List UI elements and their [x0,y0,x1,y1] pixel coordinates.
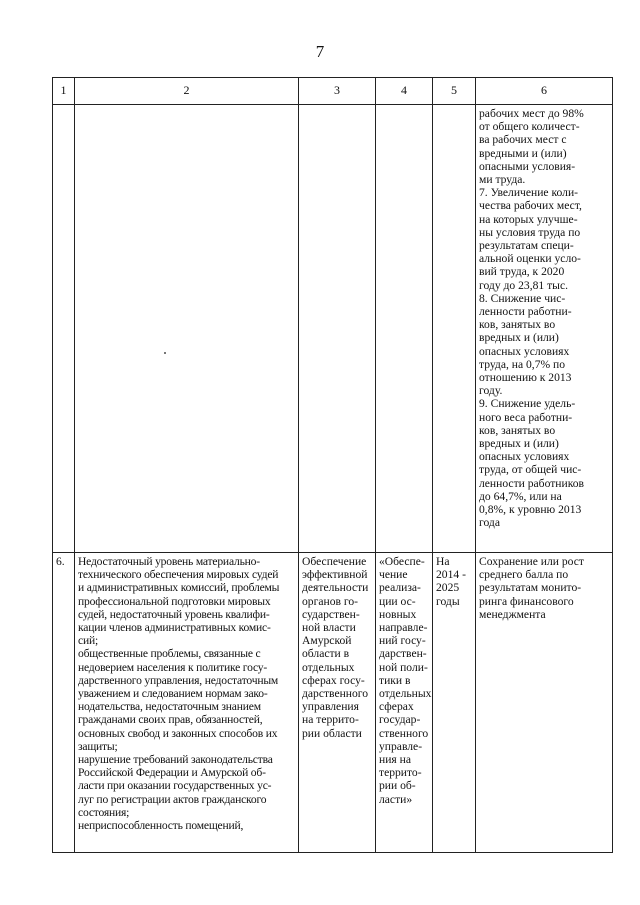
table-row [53,105,613,553]
header-cell-2: 2 [75,78,299,105]
subprogram-cell [376,105,433,553]
period-cell [433,105,476,553]
row-number-cell [53,105,75,553]
page-number: 7 [315,42,325,61]
header-cell-3: 3 [299,78,376,105]
header-cell-6: 6 [476,78,613,105]
header-cell-1: 1 [53,78,75,105]
goal-cell: Обеспечение эффективной деятельности органов го- сударствен- ной власти Амурской области в отдельных сферах госу- дарственного управления на террито- рии области [299,553,376,853]
period-cell: На 2014 - 2025 годы [433,553,476,853]
scan-speck [164,352,166,354]
problem-cell [75,105,299,553]
table-row [53,553,613,853]
header-cell-4: 4 [376,78,433,105]
problem-cell: Недостаточный уровень материально- технического обеспечения мировых судей и административных комиссий, проблемы профессиональной подготовки мировых судей, недостаточный уровень квалифи- кации членов административных комис- сий; общественные проблемы, связанные с недоверием населения к политике госу- дарственного управления, недостаточным уважением и следованием нормам зако- нодательства, недостаточным знанием гражданами своих прав, обязанностей, основных свобод и законных способов их защиты; нарушение требований законодательства Российской Федерации и Амурской об- ласти при оказании государственных ус- луг по регистрации актов гражданского состояния; неприспособленность помещений, [75,553,299,853]
program-table [52,77,613,853]
table-header-row [53,78,613,105]
indicators-cell: рабочих мест до 98% от общего количест- ва рабочих мест с вредными и (или) опасными условия- ми труда. 7. Увеличение коли- чества рабочих мест, на которых улучше- ны условия труда по результатам специ- альной оценки усло- вий труда, к 2020 году до 23,81 тыс. 8. Снижение чис- ленности работни- ков, занятых во вредных и (или) опасных условиях труда, на 0,7% по отношению к 2013 году. 9. Снижение удель- ного веса работни- ков, занятых во вредных и (или) опасных условиях труда, от общей чис- ленности работников до 64,7%, или на 0,8%, к уровню 2013 года [476,105,613,553]
indicators-cell: Сохранение или рост среднего балла по результатам монито- ринга финансового менеджмента [476,553,613,853]
subprogram-cell: «Обеспе- чение реализа- ции ос- новных направле- ний госу- дарствен- ной поли- тики в отдельных сферах государ- ственного управле- ния на террито- рии об- ласти» [376,553,433,853]
goal-cell [299,105,376,553]
row-number-cell: 6. [53,553,75,853]
header-cell-5: 5 [433,78,476,105]
